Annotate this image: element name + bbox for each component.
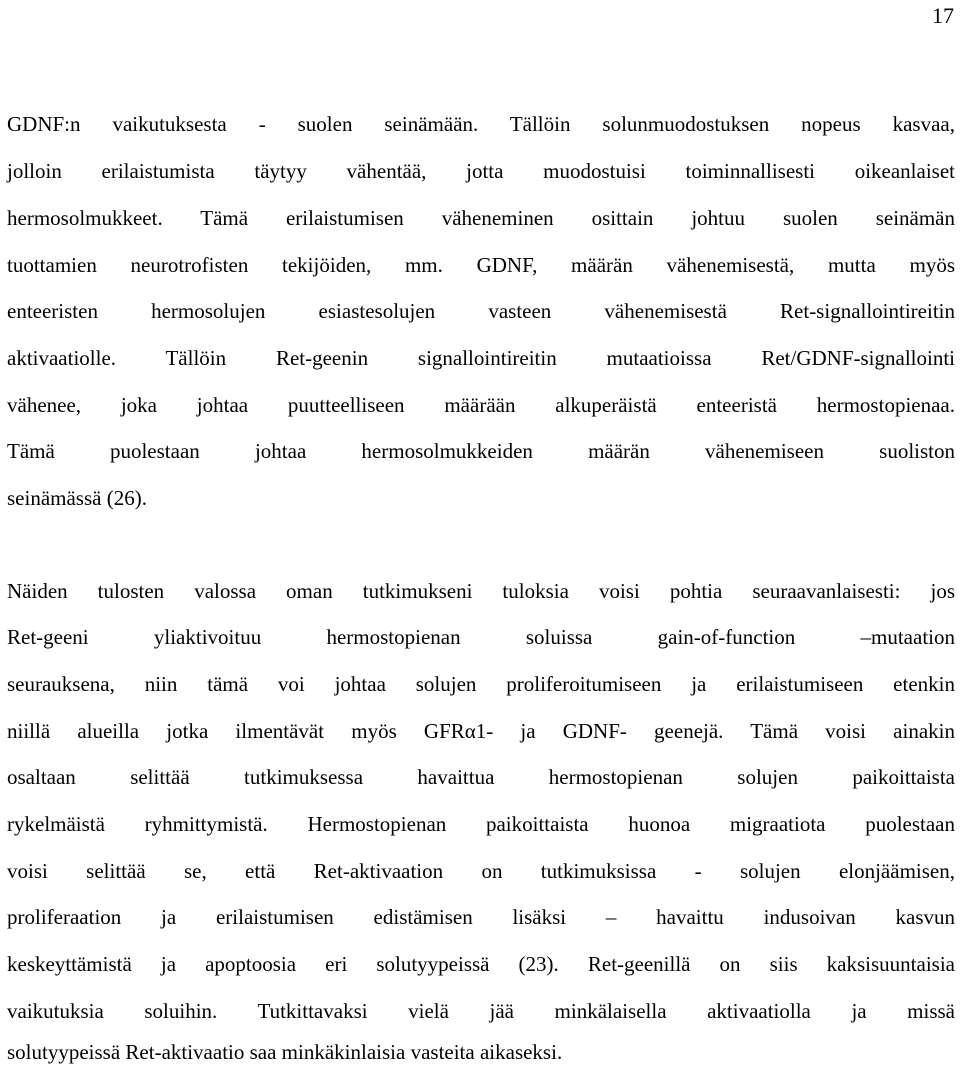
paragraph-2-line: vaikutuksia soluihin. Tutkittavaksi vielä jää minkälaisella aktivaatiolla ja missä xyxy=(7,999,955,1023)
paragraph-2-line: keskeyttämistä ja apoptoosia eri solutyypeissä (23). Ret-geenillä on siis kaksisuuntaisia xyxy=(7,952,955,976)
paragraph-1-line: vähenee, joka johtaa puutteelliseen määrään alkuperäistä enteeristä hermostopienaa. xyxy=(7,393,955,417)
paragraph-1-line: aktivaatiolle. Tällöin Ret-geenin signallointireitin mutaatioissa Ret/GDNF-signallointi xyxy=(7,346,955,370)
paragraph-1-line: enteeristen hermosolujen esiastesolujen vasteen vähenemisestä Ret-signallointireitin xyxy=(7,299,955,323)
paragraph-2-line: osaltaan selittää tutkimuksessa havaittua hermostopienan solujen paikoittaista xyxy=(7,765,955,789)
paragraph-2-line: voisi selittää se, että Ret-aktivaation on tutkimuksissa - solujen elonjäämisen, xyxy=(7,859,955,883)
paragraph-2-line: rykelmäistä ryhmittymistä. Hermostopienan paikoittaista huonoa migraatiota puolestaan xyxy=(7,812,955,836)
paragraph-1-line: jolloin erilaistumista täytyy vähentää, jotta muodostuisi toiminnallisesti oikeanlaiset xyxy=(7,159,955,183)
paragraph-2-line: seurauksena, niin tämä voi johtaa solujen proliferoitumiseen ja erilaistumiseen etenkin xyxy=(7,672,955,696)
paragraph-2-line: niillä alueilla jotka ilmentävät myös GFRα1- ja GDNF- geenejä. Tämä voisi ainakin xyxy=(7,719,955,743)
paragraph-2-line: Ret-geeni yliaktivoituu hermostopienan soluissa gain-of-function –mutaation xyxy=(7,625,955,649)
paragraph-1-line: seinämässä (26). xyxy=(7,486,147,510)
paragraph-2-line: Näiden tulosten valossa oman tutkimukseni tuloksia voisi pohtia seuraavanlaisesti: jos xyxy=(7,579,955,603)
paragraph-2-line: proliferaation ja erilaistumisen edistämisen lisäksi – havaittu indusoivan kasvun xyxy=(7,905,955,929)
paragraph-1-line: tuottamien neurotrofisten tekijöiden, mm. GDNF, määrän vähenemisestä, mutta myös xyxy=(7,253,955,277)
paragraph-1-line: GDNF:n vaikutuksesta - suolen seinämään. Tällöin solunmuodostuksen nopeus kasvaa, xyxy=(7,112,955,136)
paragraph-2-line: solutyypeissä Ret-aktivaatio saa minkäkinlaisia vasteita aikaseksi. xyxy=(7,1040,563,1064)
paragraph-1-line: hermosolmukkeet. Tämä erilaistumisen väheneminen osittain johtuu suolen seinämän xyxy=(7,206,955,230)
page-number: 17 xyxy=(932,3,954,28)
paragraph-1-line: Tämä puolestaan johtaa hermosolmukkeiden määrän vähenemiseen suoliston xyxy=(7,439,955,463)
